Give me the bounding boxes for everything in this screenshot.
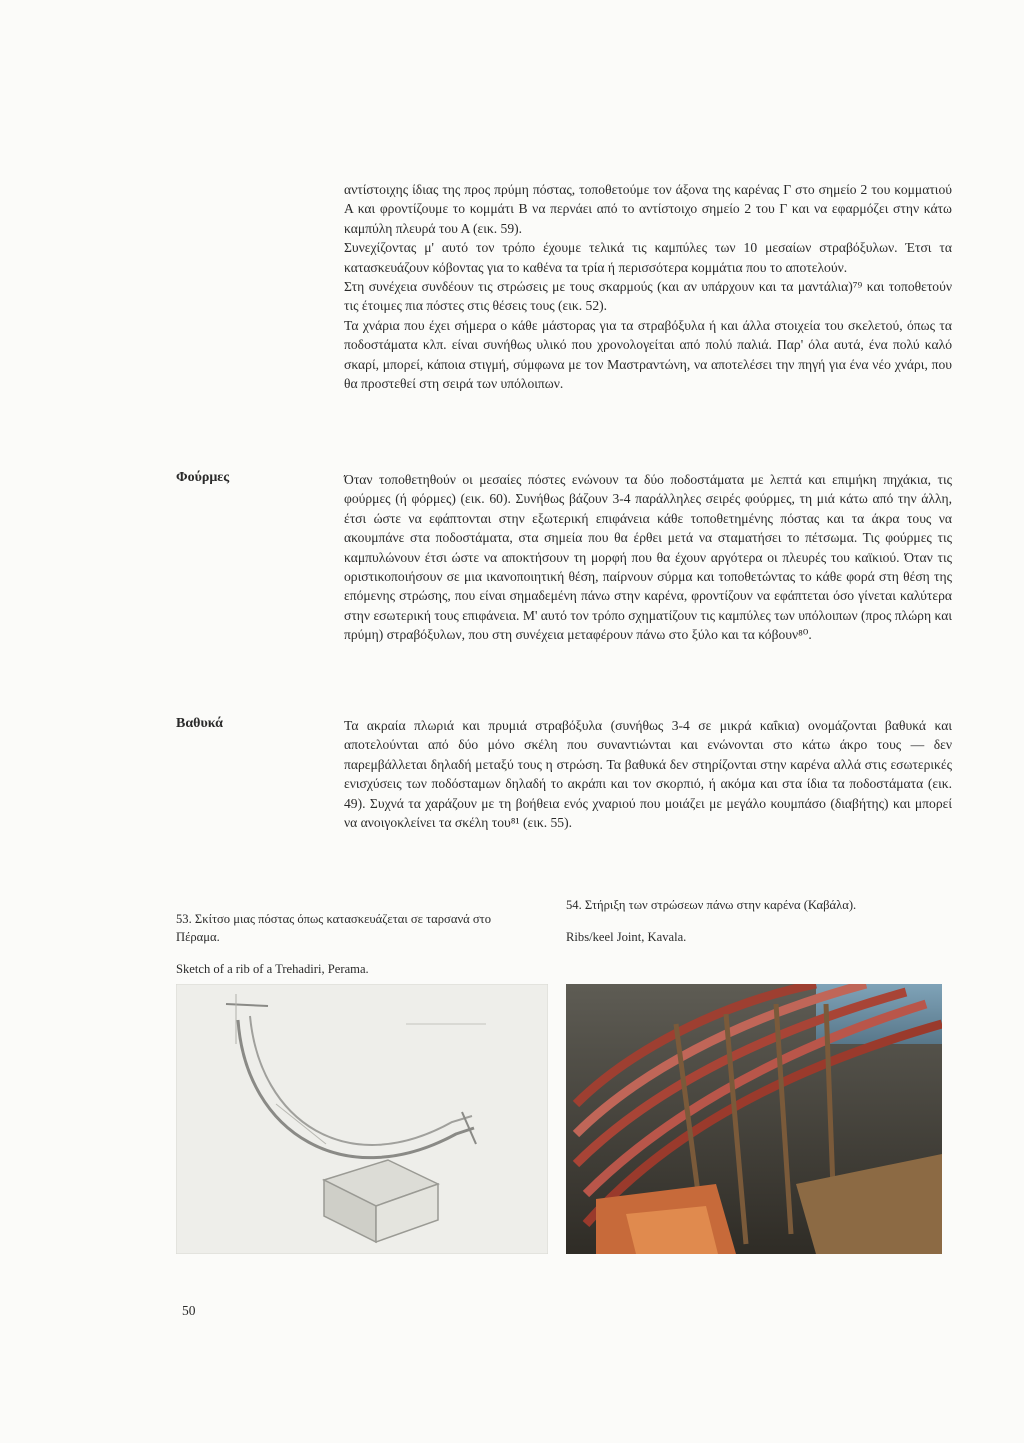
figure-54-caption [566,896,906,946]
intro-paragraph: Στη συνέχεια συνδέουν τις στρώσεις με τους σκαρμούς (και αν υπάρχουν και τα μαντάλια)⁷⁹ και τοποθετούν τις έτοιμες πια πόστες στις θέσεις τους (εικ. 52). [344,279,952,314]
section-heading-vathyka: Βαθυκά [176,716,223,731]
intro-paragraph: Τα χνάρια που έχει σήμερα ο κάθε μάστορας για τα στραβόξυλα ή και άλλα στοιχεία του σκελετού, όπως τα ποδοστάματα κλπ. είναι συνήθως υλικό που χρονολογείται από πολύ παλιά. Παρ' όλα αυτά, ένα πολύ καλό σκαρί, μπορεί, κάποια στιγμή, σύμφωνα με τον Μαστραντώνη, να αποτελέσει την πηγή για ένα νέο χνάρι, που θα προστεθεί στη σειρά των υπόλοιπων. [344,317,952,392]
figure-53-caption-english: Sketch of a rib of a Trehadiri, Perama. [176,962,369,976]
fourmes-paragraph: Όταν τοποθετηθούν οι μεσαίες πόστες ενώνουν τα δύο ποδοστάματα με λεπτά και επιμήκη πηχάκια, τις φούρμες (ή φόρμες) (εικ. 60). Συνήθως βάζουν 3-4 παράλληλες σειρές φούρμες, τη μιά κάτω από την άλλη, έτσι ώστε να εφάπτονται στην εξωτερική επιφάνεια κάθε τοποθετημένης πόστας και τα άκρα τους να ακουμπάνε στα ποδοστάματα, στα σημεία που θα έρθει μετά να σταματήσει το πέτσωμα. Τις φούρμες τις καμπυλώνουν έτσι ώστε να αποκτήσουν τη μορφή που θα έχουν αργότερα οι πλευρές του καϊκιού. Όταν τις οριστικοποιήσουν σε μια ικανοποιητική θέση, παίρνουν σύρμα και τοποθετώντας το κάθε φορά στη θέση της επόμενης στρώσης, που είναι σημαδεμένη πάνω στην καρένα, φροντίζουν να εφάπτεται όσο γίνεται καλύτερα στην εσωτερική τους επιφάνεια. Μ' αυτό τον τρόπο σχηματίζουν τις καμπύλες των υπόλοιπων (προς πλώρη και πρύμη) στραβόξυλων, που στη συνέχεια μεταφέρουν πάνω στο ξύλο και τα κόβουν⁸⁰. [344,472,952,643]
figure-53-caption-greek: 53. Σκίτσο μιας πόστας όπως κατασκευάζεται σε ταρσανά στο Πέραμα. [176,912,492,944]
rib-sketch-drawing [176,984,548,1254]
figure-53-caption [176,910,516,978]
ribs-keel-photo [566,984,942,1254]
figure-54-caption-english: Ribs/keel Joint, Kavala. [566,930,687,944]
section-text-vathyka [344,716,952,832]
intro-paragraph: αντίστοιχης ίδιας της προς πρύμη πόστας, τοποθετούμε τον άξονα της καρένας Γ στο σημείο 2 του κομματιού Α και φροντίζουμε το κομμάτι Β να περνάει από το αντίστοιχο σημείο 2 του Γ και να εφαρμόζει στην κάτω καμπύλη πλευρά του Α (εικ. 59). [344,182,952,236]
vathyka-paragraph: Τα ακραία πλωριά και πρυμιά στραβόξυλα (συνήθως 3-4 σε μικρά καΐκια) ονομάζονται βαθυκά και αποτελούνται από δύο μόνο σκέλη που συναντιώνται και ενώνονται στο κάτω άκρο τους — δεν παρεμβάλλεται δηλαδή μεταξύ τους η στρώση. Τα βαθυκά δεν στηρίζονται στην καρένα αλλά στις εσωτερικές ενισχύσεις των ποδόσταμων δηλαδή το ακράπι και τον σκορπιό, ή ακόμα και στα ίδια τα ποδοστάματα (εικ. 49). Συχνά τα χαράζουν με τη βοήθεια ενός χναριού που μοιάζει με μεγάλο κουμπάσο (διαβήτης) και μπορεί να ανοιγοκλείνει τα σκέλη του⁸¹ (εικ. 55). [344,718,952,831]
figure-53-sketch [176,984,548,1254]
intro-text [344,180,952,393]
figure-54-photo [566,984,942,1254]
section-heading-fourmes: Φούρμες [176,470,230,485]
figure-54-caption-greek: 54. Στήριξη των στρώσεων πάνω στην καρένα (Καβάλα). [566,898,857,912]
section-text-fourmes [344,470,952,645]
intro-paragraph: Συνεχίζοντας μ' αυτό τον τρόπο έχουμε τελικά τις καμπύλες των 10 μεσαίων στραβόξυλων. Έτσι τα κατασκευάζουν κόβοντας για το καθένα τα τρία ή περισσότερα κομμάτια που το αποτελούν. [344,240,952,275]
page-number: 50 [182,1303,196,1318]
